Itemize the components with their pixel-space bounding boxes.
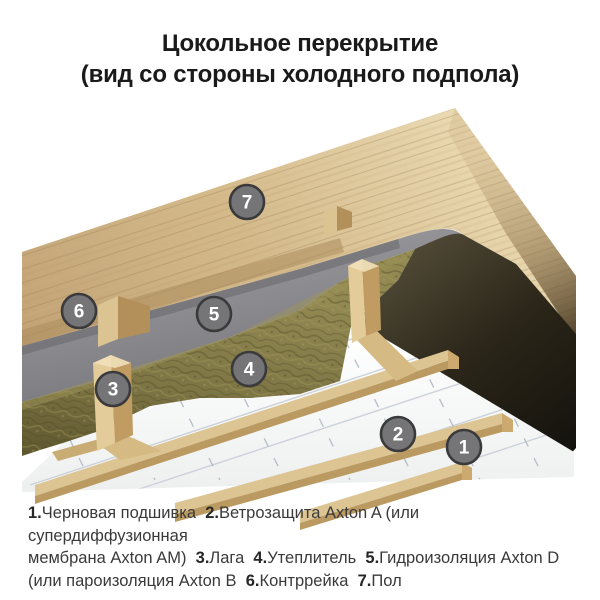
callout-1 (447, 430, 481, 464)
legend-item-text: мембрана Axton AM) (28, 549, 196, 567)
callout-number: 6 (73, 301, 85, 323)
legend-item-number: 2. (205, 504, 219, 522)
legend-item-number: 6. (245, 571, 260, 590)
callout-number: 5 (208, 304, 220, 326)
title-line-1: Цокольное перекрытие (161, 30, 439, 57)
callout-number: 1 (458, 437, 470, 459)
title-line-2: (вид со стороны холодного подпола) (80, 61, 520, 88)
legend-item-number: 1. (28, 504, 42, 522)
legend-item-text: Лага (209, 549, 254, 567)
legend-item-text: Пол (371, 571, 402, 590)
callout-5 (197, 297, 231, 331)
legend-line-2 (28, 547, 576, 570)
legend-line-1 (28, 502, 576, 547)
legend-item-text: Гидроизоляция Axton D (379, 549, 560, 567)
legend-line-3 (28, 570, 576, 593)
callout-number: 4 (243, 359, 255, 381)
callout-number: 7 (241, 192, 253, 214)
legend-item-text: Черновая подшивка (41, 504, 206, 522)
callout-number: 2 (392, 424, 404, 446)
callout-3 (96, 372, 130, 406)
legend-item-number: 5. (365, 549, 380, 567)
callout-number: 3 (107, 379, 119, 401)
legend-item-text: Контррейка (259, 571, 358, 590)
callout-7 (230, 185, 264, 219)
legend-item-number: 3. (195, 549, 210, 567)
callout-2 (381, 417, 415, 451)
legend-item-text: (или пароизоляция Axton B (28, 571, 246, 590)
legend-item-number: 7. (357, 571, 372, 590)
legend-item-text: Ветрозащита Axton A (или супердиффузионная (28, 504, 424, 545)
legend-item-text: Утеплитель (267, 549, 366, 567)
callout-6 (62, 294, 96, 328)
legend-item-number: 4. (253, 549, 268, 567)
legend (28, 502, 576, 592)
callout-4 (232, 352, 266, 386)
